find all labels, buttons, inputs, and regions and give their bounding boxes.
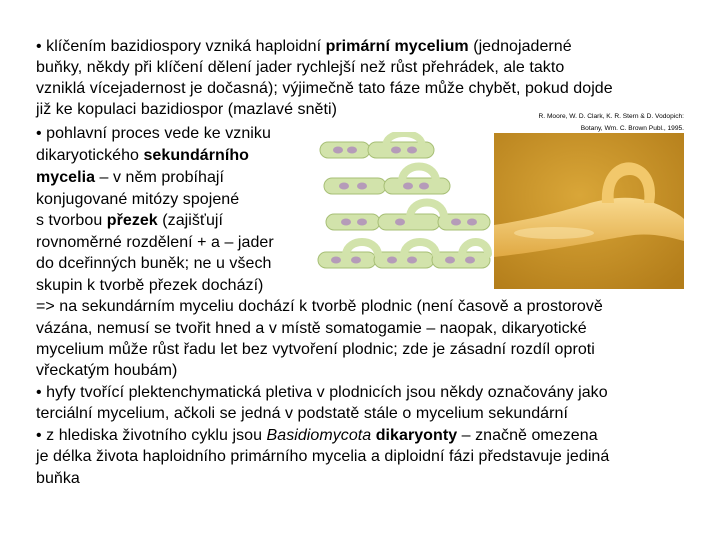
text-segment: terciální mycelium, ačkoli se jedná v podstatě stále o mycelium sekundární xyxy=(36,405,568,422)
text-line-18 xyxy=(36,404,568,424)
text-line-11 xyxy=(36,254,271,274)
text-segment: (jednojaderné xyxy=(468,38,572,55)
text-line-16 xyxy=(36,361,177,381)
clamp-connection-micrograph xyxy=(494,133,684,289)
text-segment: vzniklá vícejadernost je dočasná); výjimečně tato fáze může chybět, pokud dojde xyxy=(36,80,613,97)
text-segment: (zajišťují xyxy=(157,212,223,229)
text-segment: vázána, nemusí se tvořit hned a v místě somatogamie – naopak, dikaryotické xyxy=(36,320,587,337)
image-credit-line-2: Botany, Wm. C. Brown Publ., 1995. xyxy=(580,125,684,132)
text-line-1 xyxy=(36,37,572,57)
text-segment: skupin k tvorbě přezek dochází) xyxy=(36,277,264,294)
clamp-connection-diagram xyxy=(316,132,494,290)
image-credit-line-1: R. Moore, W. D. Clark, K. R. Stern & D. Vodopich: xyxy=(538,113,684,120)
text-line-17 xyxy=(36,383,608,403)
text-segment: přezek xyxy=(106,212,158,229)
text-line-9 xyxy=(36,211,223,231)
text-segment: – značně omezena xyxy=(457,427,598,444)
text-segment: • pohlavní proces vede ke vzniku xyxy=(36,125,271,142)
text-segment: mycelium může růst řadu let bez vytvoření plodnic; zde je zásadní rozdíl oproti xyxy=(36,341,595,358)
text-line-8 xyxy=(36,190,239,210)
hypha-cells-row-1 xyxy=(320,134,434,159)
text-segment: dikaryonty xyxy=(375,427,458,444)
text-segment: již ke kopulaci bazidiospor (mazlavé sněti) xyxy=(36,101,337,118)
hypha-cells-row-4 xyxy=(318,242,490,268)
text-line-14 xyxy=(36,319,587,339)
text-line-5 xyxy=(36,124,271,144)
text-line-13 xyxy=(36,297,603,317)
text-segment: • klíčením bazidiospory vzniká haploidní xyxy=(36,38,326,55)
text-segment: rovnoměrné rozdělení + a – jader xyxy=(36,234,274,251)
text-line-2 xyxy=(36,58,564,78)
text-segment: je délka života haploidního primárního mycelia a diploidní fázi představuje jediná xyxy=(36,448,610,465)
text-segment: vřeckatým houbám) xyxy=(36,362,178,379)
text-segment: => na sekundárním myceliu dochází k tvorbě plodnic (není časově a prostorově xyxy=(36,298,603,315)
text-segment: s tvorbou xyxy=(36,212,107,229)
text-line-20 xyxy=(36,447,609,467)
text-segment: dikaryotického xyxy=(36,147,144,164)
text-segment: • hyfy tvořící plektenchymatická pletiva v plodnicích jsou někdy označovány jako xyxy=(36,384,608,401)
text-line-19 xyxy=(36,426,598,446)
hypha-cells-row-3 xyxy=(326,203,490,231)
hypha-cells-row-2 xyxy=(324,167,450,195)
text-line-10 xyxy=(36,233,274,253)
micrograph-highlight xyxy=(514,227,594,239)
text-segment: sekundárního xyxy=(143,147,249,164)
text-line-4 xyxy=(36,100,337,120)
text-line-3 xyxy=(36,79,613,99)
text-segment: • z hlediska životního cyklu jsou xyxy=(36,427,267,444)
text-line-21 xyxy=(36,469,80,489)
text-segment: buňky, někdy při klíčení dělení jader rychlejší než růst přehrádek, ale takto xyxy=(36,59,565,76)
text-segment: konjugované mitózy spojené xyxy=(36,191,240,208)
text-segment: – v něm probíhají xyxy=(95,169,225,186)
text-segment: Basidiomycota xyxy=(266,427,372,444)
text-line-6 xyxy=(36,146,249,166)
text-segment: buňka xyxy=(36,470,80,487)
text-line-15 xyxy=(36,340,595,360)
text-line-7 xyxy=(36,168,224,188)
text-line-12 xyxy=(36,276,263,296)
text-segment: mycelia xyxy=(36,169,96,186)
text-segment: primární mycelium xyxy=(325,38,469,55)
text-segment: do dceřinných buněk; ne u všech xyxy=(36,255,272,272)
